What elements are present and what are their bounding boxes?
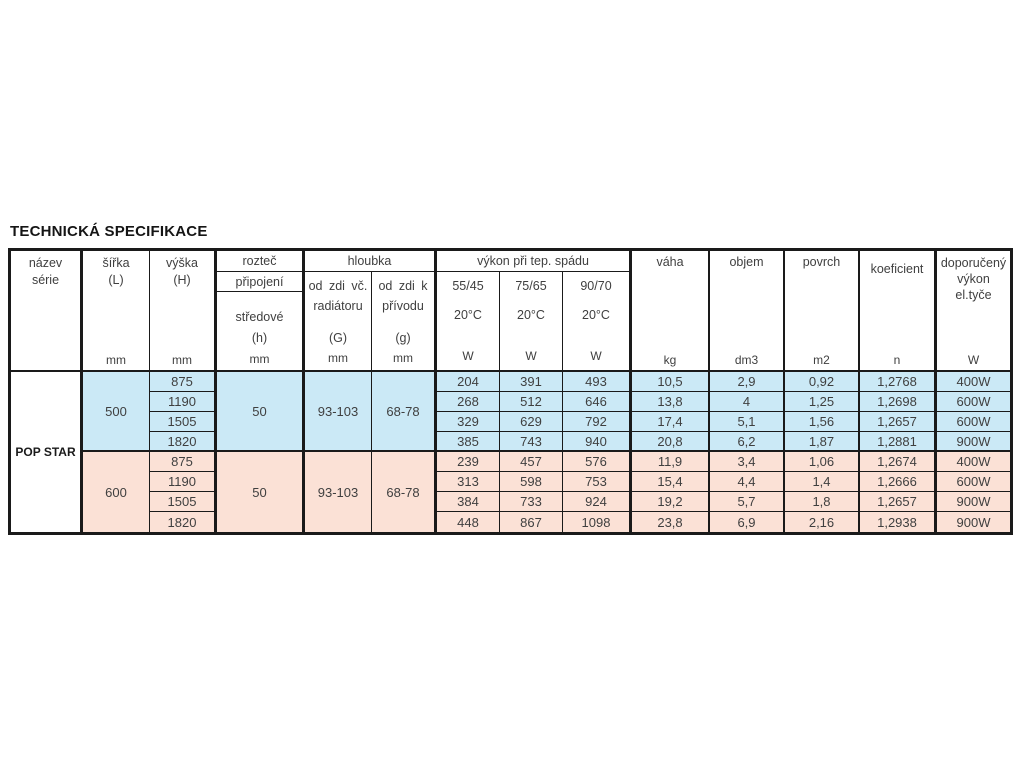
header-hloubka1-line1: od zdi vč. xyxy=(308,279,368,293)
cell-w55: 448 xyxy=(437,512,500,532)
cell-hloubka-g2-500: 68-78 xyxy=(372,372,437,452)
cell-w75: 743 xyxy=(500,432,563,452)
header-povrch-unit: m2 xyxy=(813,353,830,367)
cell-koeficient: 1,2657 xyxy=(860,492,937,512)
col-group-vykon xyxy=(437,251,632,372)
col-header-vaha xyxy=(632,251,710,372)
header-roztec-row1: rozteč xyxy=(217,251,302,272)
cell-doporuceny: 900W xyxy=(937,432,1010,452)
header-t3-sub: 20°C xyxy=(582,308,610,322)
header-roztec-unit: mm xyxy=(249,352,270,366)
header-koeficient-unit: n xyxy=(893,353,901,367)
cell-vyska: 1505 xyxy=(150,492,217,512)
col-header-vyska xyxy=(150,251,217,372)
cell-w90: 792 xyxy=(563,412,632,432)
cell-vaha: 11,9 xyxy=(632,452,710,472)
cell-vyska: 1190 xyxy=(150,472,217,492)
cell-vyska: 875 xyxy=(150,452,217,472)
header-nazev-line2: série xyxy=(31,273,60,287)
cell-w75: 512 xyxy=(500,392,563,412)
cell-doporuceny: 600W xyxy=(937,412,1010,432)
cell-povrch: 1,25 xyxy=(785,392,860,412)
cell-w55: 384 xyxy=(437,492,500,512)
header-vaha-label: váha xyxy=(656,255,684,269)
cell-koeficient: 1,2666 xyxy=(860,472,937,492)
cell-roztec-500: 50 xyxy=(217,372,305,452)
cell-vaha: 20,8 xyxy=(632,432,710,452)
cell-w75: 867 xyxy=(500,512,563,532)
cell-hloubka-g2-600: 68-78 xyxy=(372,452,437,532)
cell-w55: 313 xyxy=(437,472,500,492)
cell-objem: 5,1 xyxy=(710,412,785,432)
cell-povrch: 2,16 xyxy=(785,512,860,532)
cell-w90: 753 xyxy=(563,472,632,492)
cell-doporuceny: 900W xyxy=(937,492,1010,512)
cell-sirka-500: 500 xyxy=(83,372,150,452)
cell-doporuceny: 400W xyxy=(937,452,1010,472)
col-header-hloubka-privod xyxy=(372,272,434,370)
cell-w75: 391 xyxy=(500,372,563,392)
cell-objem: 6,9 xyxy=(710,512,785,532)
cell-w55: 385 xyxy=(437,432,500,452)
series-name: POP STAR xyxy=(11,372,83,532)
header-hloubka-group: hloubka xyxy=(305,251,434,272)
header-vyska-label: výška xyxy=(166,256,198,270)
col-header-doporuceny xyxy=(937,251,1010,372)
cell-w55: 268 xyxy=(437,392,500,412)
cell-objem: 2,9 xyxy=(710,372,785,392)
cell-w90: 646 xyxy=(563,392,632,412)
header-hloubka2-sub: (g) xyxy=(395,331,411,345)
header-objem-unit: dm3 xyxy=(734,353,759,367)
header-hloubka1-sub: (G) xyxy=(328,331,348,345)
header-roztec-row2: připojení xyxy=(217,272,302,292)
col-header-nazev-serie xyxy=(11,251,83,372)
cell-objem: 3,4 xyxy=(710,452,785,472)
cell-vyska: 1190 xyxy=(150,392,217,412)
cell-doporuceny: 600W xyxy=(937,392,1010,412)
col-header-vykon-55-45 xyxy=(437,272,500,370)
header-sirka-unit: mm xyxy=(106,353,126,367)
cell-vyska: 1820 xyxy=(150,432,217,452)
cell-vyska: 875 xyxy=(150,372,217,392)
cell-koeficient: 1,2657 xyxy=(860,412,937,432)
cell-w75: 733 xyxy=(500,492,563,512)
header-objem-label: objem xyxy=(729,255,764,269)
cell-koeficient: 1,2698 xyxy=(860,392,937,412)
cell-vaha: 13,8 xyxy=(632,392,710,412)
header-vyska-unit: mm xyxy=(172,353,192,367)
cell-objem: 4,4 xyxy=(710,472,785,492)
cell-w90: 493 xyxy=(563,372,632,392)
header-vyska-sub: (H) xyxy=(173,273,191,287)
header-dopor-line2: výkon xyxy=(957,272,990,286)
col-header-roztec xyxy=(217,251,305,372)
cell-doporuceny: 900W xyxy=(937,512,1010,532)
cell-w55: 329 xyxy=(437,412,500,432)
col-header-vykon-75-65 xyxy=(500,272,563,370)
col-header-koeficient xyxy=(860,251,937,372)
header-vykon-group: výkon při tep. spádu xyxy=(437,251,629,272)
cell-povrch: 1,4 xyxy=(785,472,860,492)
cell-objem: 6,2 xyxy=(710,432,785,452)
cell-hloubka-g-500: 93-103 xyxy=(305,372,372,452)
cell-w90: 1098 xyxy=(563,512,632,532)
cell-vaha: 19,2 xyxy=(632,492,710,512)
header-t3-unit: W xyxy=(590,349,602,363)
cell-povrch: 1,8 xyxy=(785,492,860,512)
header-hloubka1-line2: radiátoru xyxy=(313,299,363,313)
cell-povrch: 1,87 xyxy=(785,432,860,452)
header-hloubka2-unit: mm xyxy=(393,351,413,365)
col-group-hloubka xyxy=(305,251,437,372)
cell-povrch: 1,56 xyxy=(785,412,860,432)
cell-vaha: 17,4 xyxy=(632,412,710,432)
cell-vaha: 23,8 xyxy=(632,512,710,532)
header-t2-label: 75/65 xyxy=(515,279,547,293)
cell-w75: 598 xyxy=(500,472,563,492)
header-t1-sub: 20°C xyxy=(454,308,482,322)
header-t2-unit: W xyxy=(525,349,537,363)
cell-w75: 457 xyxy=(500,452,563,472)
col-header-vykon-90-70 xyxy=(563,272,629,370)
page-title: TECHNICKÁ SPECIFIKACE xyxy=(10,223,208,240)
cell-vyska: 1820 xyxy=(150,512,217,532)
cell-koeficient: 1,2674 xyxy=(860,452,937,472)
cell-w55: 239 xyxy=(437,452,500,472)
cell-doporuceny: 600W xyxy=(937,472,1010,492)
header-roztec-row4: (h) xyxy=(251,331,268,345)
cell-hloubka-g-600: 93-103 xyxy=(305,452,372,532)
col-header-objem xyxy=(710,251,785,372)
header-t3-label: 90/70 xyxy=(580,279,612,293)
cell-koeficient: 1,2938 xyxy=(860,512,937,532)
spec-table xyxy=(8,248,1013,535)
header-t1-unit: W xyxy=(462,349,474,363)
cell-w90: 924 xyxy=(563,492,632,512)
cell-objem: 5,7 xyxy=(710,492,785,512)
header-dopor-unit: W xyxy=(967,353,980,367)
cell-koeficient: 1,2881 xyxy=(860,432,937,452)
header-hloubka1-unit: mm xyxy=(328,351,348,365)
cell-w90: 940 xyxy=(563,432,632,452)
header-sirka-sub: (L) xyxy=(108,273,124,287)
cell-vaha: 10,5 xyxy=(632,372,710,392)
cell-povrch: 0,92 xyxy=(785,372,860,392)
col-header-hloubka-radiator xyxy=(305,272,372,370)
header-nazev-line1: název xyxy=(28,256,63,270)
cell-doporuceny: 400W xyxy=(937,372,1010,392)
cell-koeficient: 1,2768 xyxy=(860,372,937,392)
cell-vyska: 1505 xyxy=(150,412,217,432)
header-sirka-label: šířka xyxy=(102,256,130,270)
cell-vaha: 15,4 xyxy=(632,472,710,492)
header-dopor-line3: el.tyče xyxy=(955,288,992,302)
cell-roztec-600: 50 xyxy=(217,452,305,532)
header-hloubka2-line2: přívodu xyxy=(382,299,424,313)
cell-w90: 576 xyxy=(563,452,632,472)
cell-sirka-600: 600 xyxy=(83,452,150,532)
header-dopor-line1: doporučený xyxy=(940,256,1007,270)
cell-povrch: 1,06 xyxy=(785,452,860,472)
header-t2-sub: 20°C xyxy=(517,308,545,322)
cell-objem: 4 xyxy=(710,392,785,412)
col-header-sirka xyxy=(83,251,150,372)
header-povrch-label: povrch xyxy=(802,255,841,269)
header-roztec-row3: středové xyxy=(235,310,284,324)
header-koeficient-label: koeficient xyxy=(870,262,924,276)
header-hloubka2-line1: od zdi k xyxy=(378,279,428,293)
header-vaha-unit: kg xyxy=(663,353,677,367)
cell-w75: 629 xyxy=(500,412,563,432)
col-header-povrch xyxy=(785,251,860,372)
header-t1-label: 55/45 xyxy=(452,279,484,293)
cell-w55: 204 xyxy=(437,372,500,392)
